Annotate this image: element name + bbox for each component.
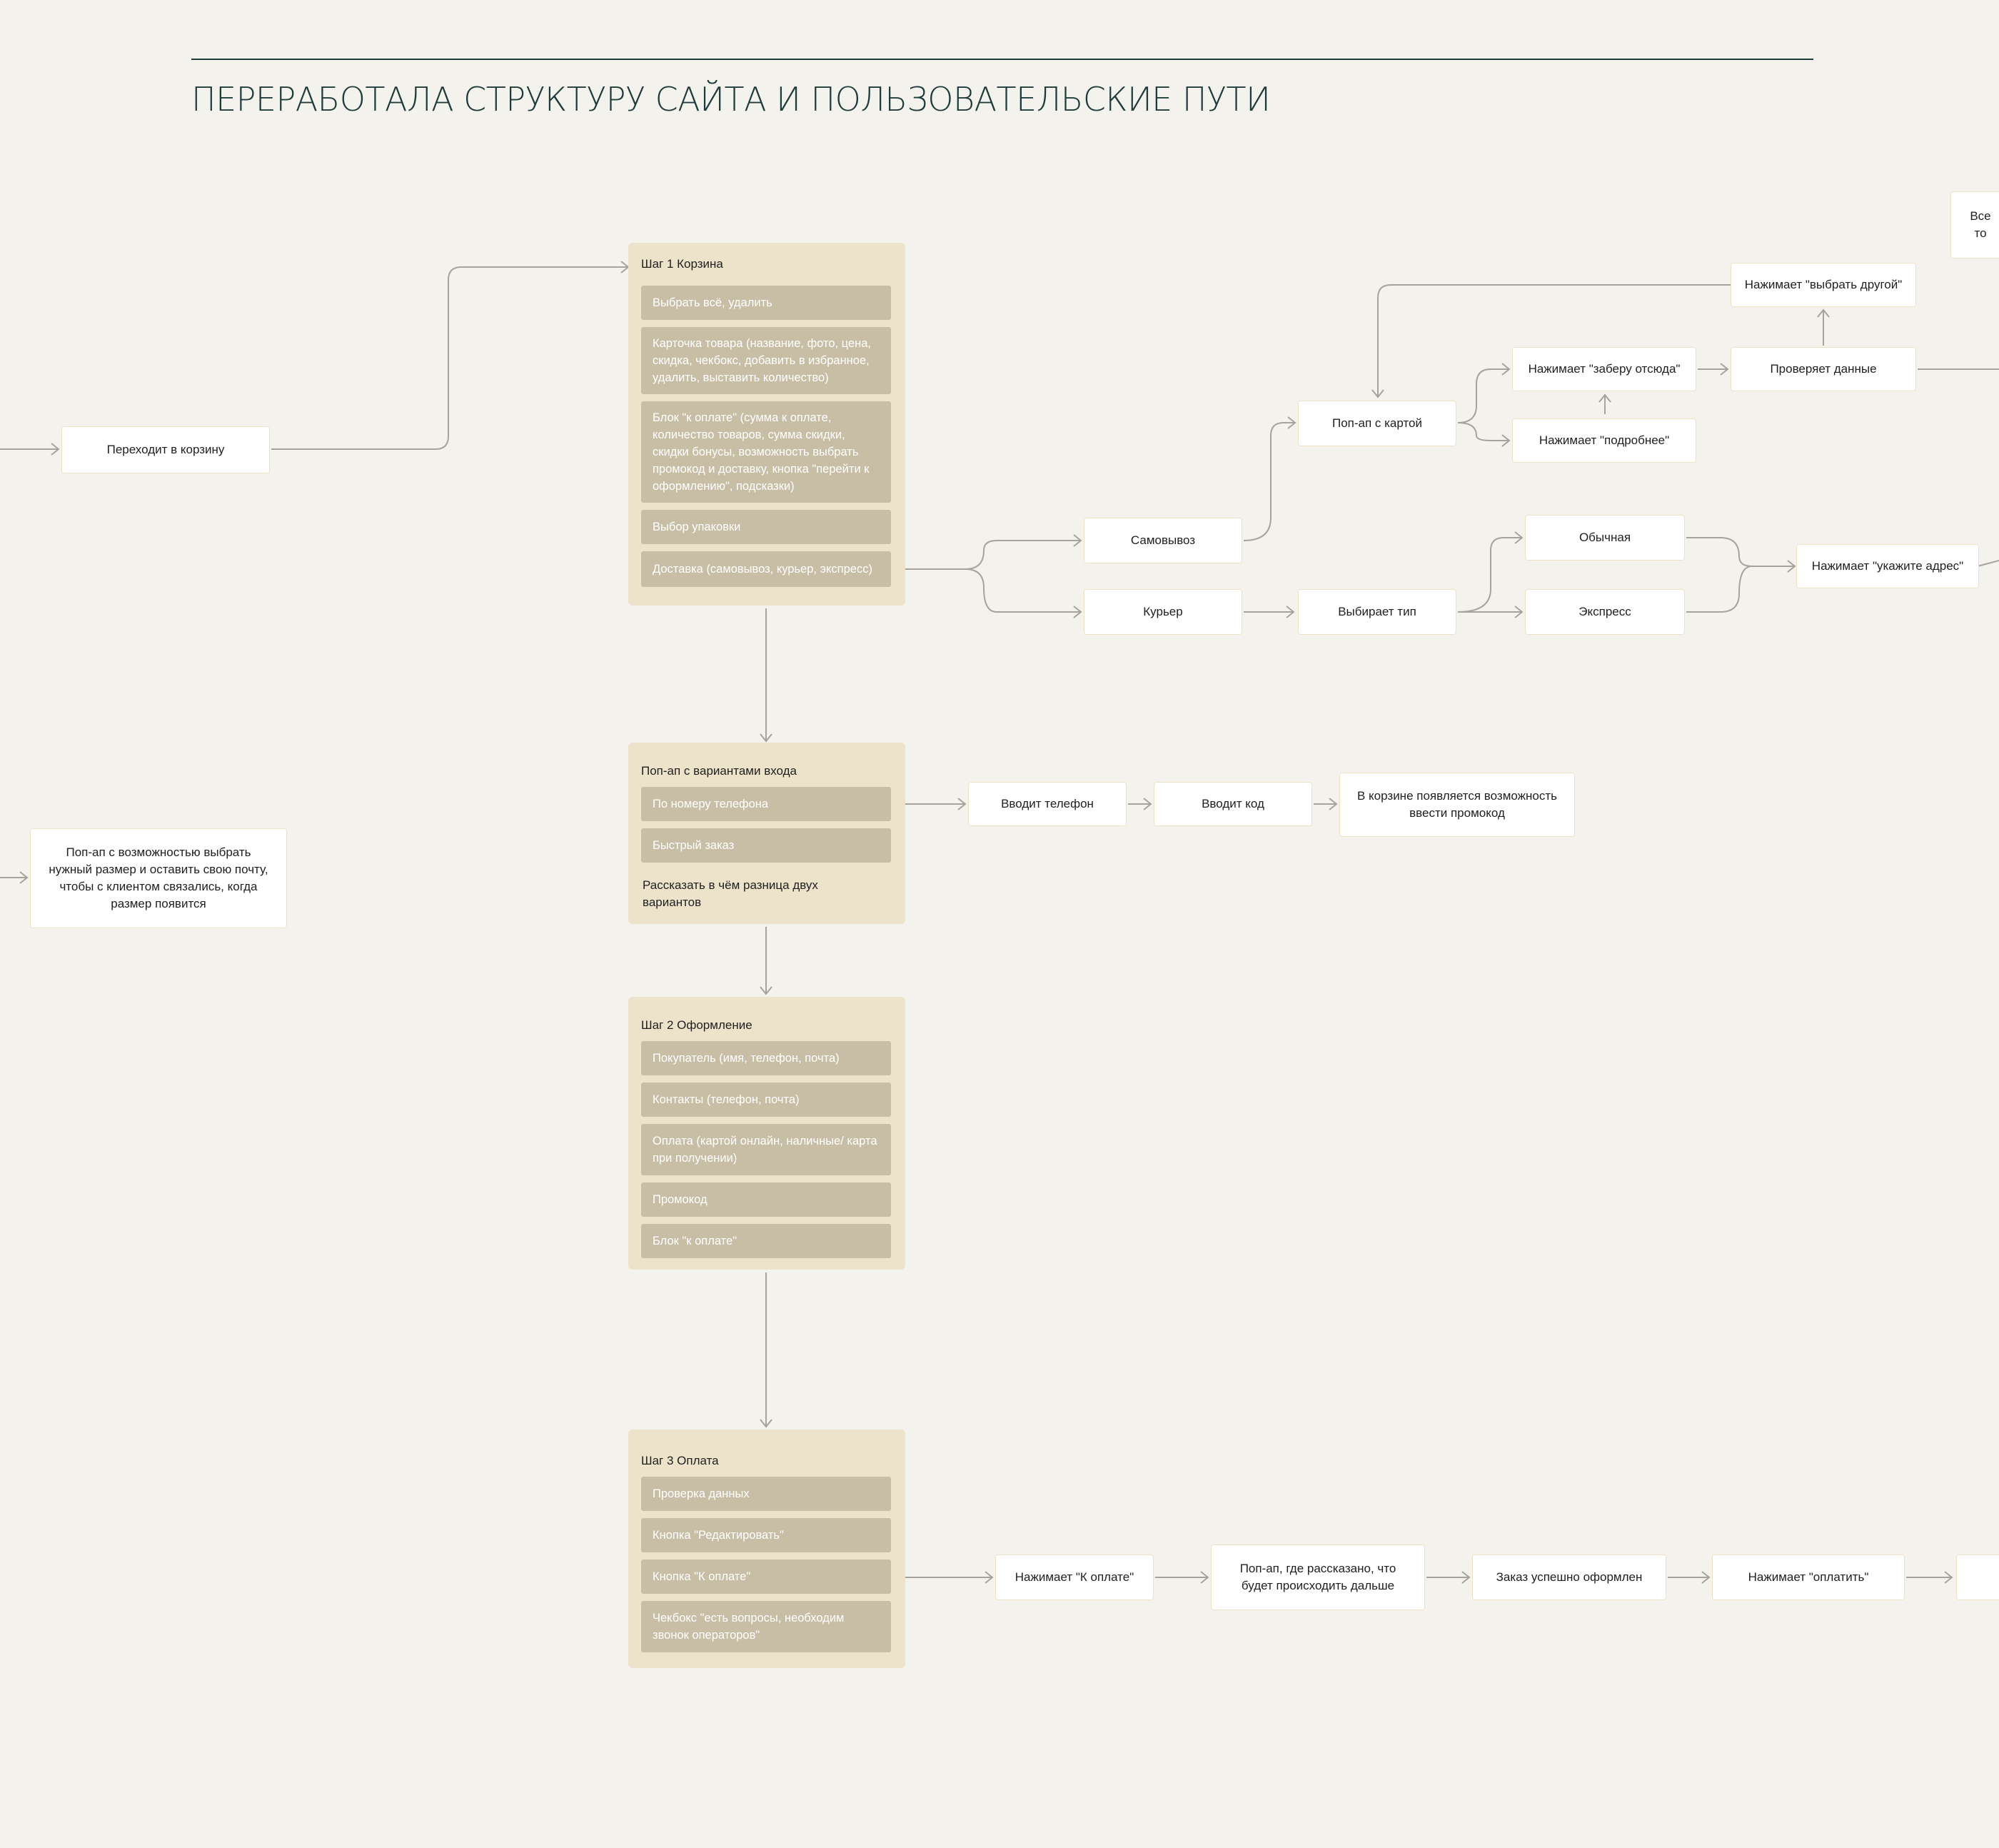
node-enter-address: Нажимает "укажите адрес" [1796,544,1979,588]
connector [271,267,628,449]
node-regular: Обычная [1525,515,1685,561]
node-order-success: Заказ успешно оформлен [1472,1555,1666,1600]
connector [1458,423,1509,441]
connector [1686,538,1795,566]
cart-item: Выбрать всё, удалить [641,286,891,320]
group-login-popup [628,743,905,924]
node-express: Экспресс [1525,589,1685,635]
node-all-partial: Все то [1950,191,1999,258]
checkout-item: Контакты (телефон, почта) [641,1083,891,1117]
page-title: ПЕРЕРАБОТАЛА СТРУКТУРУ САЙТА И ПОЛЬЗОВАТЕЛЬСКИЕ ПУТИ [191,80,1271,119]
payment-item: Проверка данных [641,1477,891,1511]
login-note: Рассказать в чём разница двух вариантов [643,878,818,909]
node-next-partial [1956,1555,1999,1600]
node-pickup: Самовывоз [1084,518,1242,563]
group-title: Шаг 1 Корзина [641,257,723,271]
group-checkout-step [628,997,905,1270]
node-popup-card: Поп-ап с картой [1298,401,1456,446]
connector [965,569,1081,612]
cart-item: Блок "к оплате" (сумма к оплате, количество товаров, сумма скидки, скидки бонусы, возможность выбрать промокод и доставку, кнопка "перейти к оформлению", подсказки) [641,401,891,503]
checkout-item: Покупатель (имя, телефон, почта) [641,1041,891,1075]
login-item: По номеру телефона [641,787,891,821]
node-checks-data: Проверяет данные [1731,347,1916,391]
payment-item: Кнопка "К оплате" [641,1560,891,1594]
node-more-details: Нажимает "подробнее" [1512,418,1696,463]
cart-item: Выбор упаковки [641,510,891,544]
group-cart-step [628,243,905,606]
group-title: Шаг 3 Оплата [641,1454,719,1467]
node-go-to-cart: Переходит в корзину [61,426,270,473]
node-popup-next: Поп-ап, где рассказано, что будет происходить дальше [1211,1545,1425,1610]
node-chooses-type: Выбирает тип [1298,589,1456,635]
connector [1458,369,1509,423]
connector [1458,538,1522,612]
cart-item: Карточка товара (название, фото, цена, скидка, чекбокс, добавить в избранное, удалить, выставить количество) [641,327,891,394]
node-courier: Курьер [1084,589,1242,635]
cart-item: Доставка (самовывоз, курьер, экспресс) [641,551,891,587]
node-promo-available: В корзине появляется возможность ввести промокод [1339,773,1575,837]
payment-item: Кнопка "Редактировать" [641,1518,891,1552]
checkout-item: Промокод [641,1182,891,1217]
connector [905,541,1081,569]
node-clicks-to-pay: Нажимает "К оплате" [995,1555,1154,1600]
group-payment-step [628,1430,905,1668]
connector [1686,566,1752,612]
login-item: Быстрый заказ [641,828,891,863]
node-take-from-here: Нажимает "заберу отсюда" [1512,347,1696,391]
node-clicks-pay: Нажимает "оплатить" [1712,1555,1905,1600]
node-choose-other: Нажимает "выбрать другой" [1731,263,1916,307]
node-enters-phone: Вводит телефон [968,782,1127,826]
checkout-item: Оплата (картой онлайн, наличные/ карта при получении) [641,1124,891,1175]
connector [1978,561,1999,566]
node-enters-code: Вводит код [1154,782,1312,826]
payment-item: Чекбокс "есть вопросы, необходим звонок операторов" [641,1601,891,1652]
group-title: Поп-ап с вариантами входа [641,764,797,778]
checkout-item: Блок "к оплате" [641,1224,891,1258]
group-title: Шаг 2 Оформление [641,1018,752,1032]
connector [1244,423,1295,541]
node-size-popup: Поп-ап с возможностью выбрать нужный размер и оставить свою почту, чтобы с клиентом связались, когда размер появится [30,828,287,928]
